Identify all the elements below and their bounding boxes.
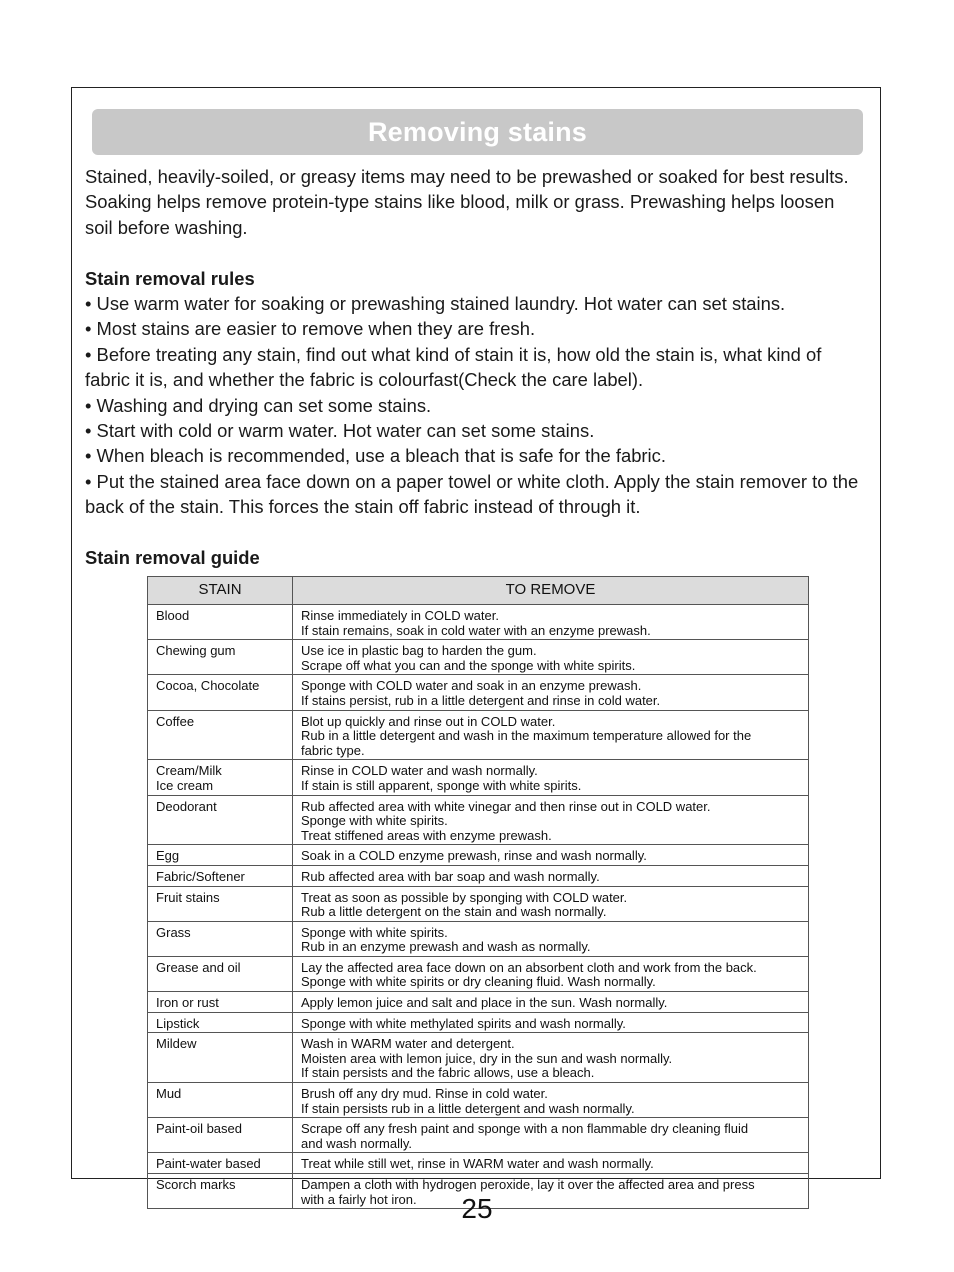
remove-text: Blot up quickly and rinse out in COLD water.	[301, 713, 556, 729]
remove-text: Lay the affected area face down on an absorbent cloth and work from the back.	[301, 959, 757, 975]
table-row	[148, 921, 809, 956]
stain-text: Blood	[156, 608, 190, 623]
table-row	[148, 956, 809, 991]
table-row	[148, 710, 809, 760]
rule-item: • Before treating any stain, find out what kind of stain it is, how old the stain is, what kind of fabric it is, and whether the fabric is colourfast(Check the care label).	[85, 343, 822, 391]
page-frame	[71, 87, 881, 1207]
stain-text: Fabric/Softener	[156, 868, 245, 884]
stain-text: Mud	[156, 1086, 182, 1102]
stain-text: Scorch marks	[156, 1177, 236, 1192]
table-row	[148, 1118, 809, 1153]
stain-cell	[148, 1083, 293, 1118]
remove-text: Sponge with white spirits.	[301, 924, 448, 940]
rule-item: • Washing and drying can set some stains.	[85, 394, 432, 416]
remove-text: Treat stiffened areas with enzyme prewash.	[301, 827, 552, 843]
rule-item: • Put the stained area face down on a paper towel or white cloth. Apply the stain remover to the back of the stain. This forces the stain off fabric instead of through it.	[85, 470, 859, 518]
remove-text: Brush off any dry mud. Rinse in cold water.	[301, 1086, 548, 1102]
rule-item: • Most stains are easier to remove when they are fresh.	[85, 318, 536, 340]
remove-text: Rub affected area with white vinegar and then rinse out in COLD water.	[301, 798, 711, 814]
remove-cell	[293, 675, 809, 710]
table-row	[148, 886, 809, 921]
table-row	[148, 605, 809, 640]
remove-text: Sponge with white spirits or dry cleaning fluid. Wash normally.	[301, 974, 656, 990]
remove-cell	[293, 845, 809, 866]
remove-cell	[293, 605, 809, 640]
remove-text: Scrape off what you can and the sponge with white spirits.	[301, 657, 636, 673]
stain-guide-table	[147, 576, 809, 1209]
stain-text: Chewing gum	[156, 643, 236, 659]
remove-text: Rub in an enzyme prewash and wash as normally.	[301, 939, 591, 955]
stain-text: Fruit stains	[156, 889, 220, 905]
remove-text: Treat as soon as possible by sponging with COLD water.	[301, 889, 628, 905]
remove-cell	[293, 865, 809, 886]
title-banner	[92, 109, 863, 155]
body-text	[85, 164, 865, 570]
rule-item: • Use warm water for soaking or prewashing stained laundry. Hot water can set stains.	[85, 293, 786, 315]
remove-text: Wash in WARM water and detergent.	[301, 1036, 515, 1052]
stain-cell	[148, 1012, 293, 1033]
header-to-remove: TO REMOVE	[293, 577, 809, 605]
stain-text: Lipstick	[156, 1015, 200, 1031]
stain-text: Cocoa, Chocolate	[156, 678, 260, 694]
table-row	[148, 640, 809, 675]
table-row	[148, 760, 809, 795]
remove-text: Treat while still wet, rinse in WARM water and wash normally.	[301, 1156, 654, 1172]
stain-cell	[148, 865, 293, 886]
table-row	[148, 1083, 809, 1118]
stain-cell	[148, 921, 293, 956]
stain-cell	[148, 992, 293, 1013]
remove-text: Rub affected area with bar soap and wash normally.	[301, 868, 600, 884]
remove-text: Dampen a cloth with hydrogen peroxide, lay it over the affected area and press	[301, 1177, 755, 1192]
table-row	[148, 845, 809, 866]
table-row	[148, 1033, 809, 1083]
remove-text: with a fairly hot iron.	[301, 1191, 417, 1207]
remove-cell	[293, 1033, 809, 1083]
stain-cell	[148, 795, 293, 845]
stain-text: Cream/Milk	[156, 763, 222, 779]
stain-cell	[148, 1118, 293, 1153]
remove-cell	[293, 1118, 809, 1153]
remove-text: Rub in a little detergent and wash in the maximum temperature allowed for the	[301, 728, 752, 744]
remove-text: If stain remains, soak in cold water with an enzyme prewash.	[301, 622, 651, 638]
remove-cell	[293, 921, 809, 956]
remove-text: If stain persists rub in a little detergent and wash normally.	[301, 1100, 635, 1116]
remove-text: Rinse immediately in COLD water.	[301, 608, 499, 623]
remove-cell	[293, 760, 809, 795]
rules-heading: Stain removal rules	[85, 267, 255, 289]
stain-guide-table-wrap	[147, 576, 809, 1209]
remove-text: If stain is still apparent, sponge with white spirits.	[301, 777, 582, 793]
stain-text: Paint-water based	[156, 1156, 261, 1172]
table-row	[148, 795, 809, 845]
table-row	[148, 865, 809, 886]
remove-text: If stains persist, rub in a little detergent and rinse in cold water.	[301, 692, 661, 708]
stain-cell	[148, 675, 293, 710]
remove-text: Sponge with white methylated spirits and wash normally.	[301, 1015, 626, 1031]
table-row	[148, 992, 809, 1013]
stain-cell	[148, 605, 293, 640]
page-number: 25	[461, 1193, 493, 1224]
stain-text: Iron or rust	[156, 995, 219, 1011]
remove-text: fabric type.	[301, 742, 365, 758]
stain-cell	[148, 710, 293, 760]
remove-cell	[293, 956, 809, 991]
remove-cell	[293, 640, 809, 675]
page-title: Removing stains	[367, 116, 588, 147]
table-row	[148, 1012, 809, 1033]
stain-cell	[148, 1153, 293, 1174]
stain-text: Paint-oil based	[156, 1121, 242, 1137]
remove-text: Rub a little detergent on the stain and wash normally.	[301, 904, 607, 920]
rule-item: • Start with cold or warm water. Hot water can set some stains.	[85, 420, 595, 442]
guide-heading: Stain removal guide	[85, 547, 260, 569]
stain-text: Grass	[156, 924, 191, 940]
stain-text: Deodorant	[156, 798, 217, 814]
stain-text: Grease and oil	[156, 959, 241, 975]
table-header-row	[148, 577, 809, 605]
rule-item: • When bleach is recommended, use a bleach that is safe for the fabric.	[85, 445, 666, 467]
table-body	[148, 605, 809, 1209]
stain-cell	[148, 760, 293, 795]
stain-text: Coffee	[156, 713, 195, 729]
remove-text: Use ice in plastic bag to harden the gum.	[301, 643, 537, 659]
remove-cell	[293, 1153, 809, 1174]
remove-text: Apply lemon juice and salt and place in the sun. Wash normally.	[301, 995, 668, 1011]
remove-cell	[293, 992, 809, 1013]
remove-text: Soak in a COLD enzyme prewash, rinse and wash normally.	[301, 848, 647, 864]
remove-text: Scrape off any fresh paint and sponge with a non flammable dry cleaning fluid	[301, 1121, 749, 1137]
stain-text: Ice cream	[156, 777, 214, 793]
remove-text: Sponge with white spirits.	[301, 813, 448, 829]
remove-text: If stain persists and the fabric allows, use a bleach.	[301, 1065, 595, 1081]
remove-cell	[293, 1083, 809, 1118]
remove-cell	[293, 795, 809, 845]
table-row	[148, 1153, 809, 1174]
remove-text: Rinse in COLD water and wash normally.	[301, 763, 538, 779]
stain-text: Egg	[156, 848, 180, 864]
remove-text: Sponge with COLD water and soak in an enzyme prewash.	[301, 678, 642, 694]
remove-cell	[293, 886, 809, 921]
stain-cell	[148, 1033, 293, 1083]
remove-cell	[293, 710, 809, 760]
stain-cell	[148, 956, 293, 991]
rules-list	[85, 291, 865, 520]
remove-text: Moisten area with lemon juice, dry in the sun and wash normally.	[301, 1050, 673, 1066]
intro-paragraph: Stained, heavily-soiled, or greasy items may need to be prewashed or soaked for best results. Soaking helps remove protein-type stains like blood, milk or grass. Prewashing helps loosen soil before washing.	[85, 166, 849, 238]
stain-cell	[148, 886, 293, 921]
remove-text: and wash normally.	[301, 1135, 413, 1151]
remove-cell	[293, 1012, 809, 1033]
header-stain: STAIN	[148, 577, 293, 605]
stain-cell	[148, 845, 293, 866]
stain-text: Mildew	[156, 1036, 197, 1052]
stain-cell	[148, 640, 293, 675]
table-row	[148, 675, 809, 710]
